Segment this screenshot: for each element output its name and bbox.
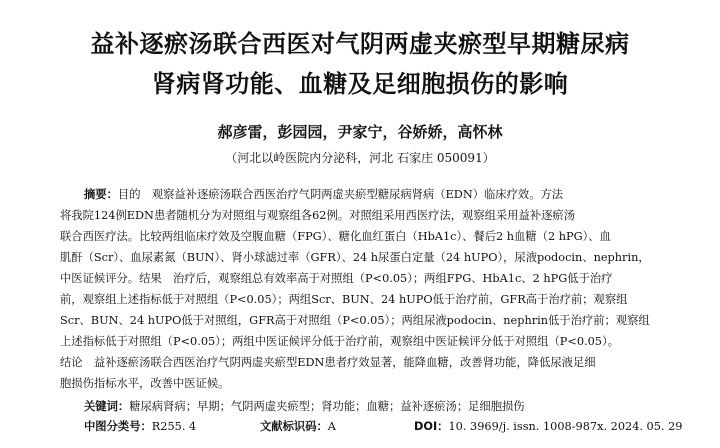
clc-value: R255. 4 xyxy=(151,420,197,433)
keywords-row xyxy=(84,398,525,414)
doccode-label: 文献标识码： xyxy=(260,420,328,433)
abstract-line: 上述指标低于对照组（P<0.05）；两组中医证候评分低于治疗前，观察组中医证候评分低于对照组（P<0.05）。 xyxy=(60,335,619,348)
keywords-label: 关键词： xyxy=(84,400,130,413)
paper-title-line-2: 肾病肾功能、血糖及足细胞损伤的影响 xyxy=(151,70,569,98)
doccode-value: A xyxy=(327,420,336,433)
abstract-line: 摘要：目的 观察益补逐瘀汤联合西医治疗气阴两虚夹瘀型糖尿病肾病（EDN）临床疗效。方法 xyxy=(84,188,564,201)
abstract-line: 肌酐（Scr）、血尿素氮（BUN）、肾小球滤过率（GFR）、24 h尿蛋白定量（24 hUPO），尿液podocin、nephrin， xyxy=(60,251,650,264)
abstract-line: 将我院124例EDN患者随机分为对照组与观察组各62例。对照组采用西医疗法，观察组采用益补逐瘀汤 xyxy=(60,209,576,222)
abstract-block xyxy=(60,184,670,394)
author-list: 郝彦雷，彭园园，尹家宁，谷娇娇，高怀林 xyxy=(217,123,503,141)
abstract-line: Scr、BUN、24 hUPO低于对照组，GFR高于对照组（P<0.05）；两组尿液podocin、nephrin低于治疗前；观察组 xyxy=(60,314,650,327)
keywords-text: 糖尿病肾病；早期；气阴两虚夹瘀型；肾功能；血糖；益补逐瘀汤；足细胞损伤 xyxy=(129,400,525,413)
abstract-line: 联合西医疗法。比较两组临床疗效及空腹血糖（FPG）、糖化血红蛋白（HbA1c）、餐后2 h血糖（2 hPG）、血 xyxy=(60,230,611,243)
clc-label: 中图分类号： xyxy=(84,420,152,433)
abstract-line: 中医证候评分。结果 治疗后，观察组总有效率高于对照组（P<0.05）；两组FPG、HbA1c、2 hPG低于治疗 xyxy=(60,272,613,285)
abstract-line: 结论 益补逐瘀汤联合西医治疗气阴两虚夹瘀型EDN患者疗效显著，能降血糖，改善肾功能，降低尿液足细 xyxy=(60,356,596,369)
paper-title-line-1: 益补逐瘀汤联合西医对气阴两虚夹瘀型早期糖尿病 xyxy=(90,30,630,58)
abstract-line: 前，观察组上述指标低于对照组（P<0.05）；两组Scr、BUN、24 hUPO低于治疗前，GFR高于治疗前；观察组 xyxy=(60,293,628,306)
doi-value: 10. 3969/j. issn. 1008-987x. 2024. 05. 29 xyxy=(448,420,683,433)
classification-row xyxy=(84,418,683,434)
affiliation: （河北以岭医院内分泌科，河北 石家庄 050091） xyxy=(225,151,495,165)
abstract-label: 摘要： xyxy=(84,188,118,201)
doi-label: DOI： xyxy=(414,420,449,433)
abstract-line: 胞损伤指标水平，改善中医证候。 xyxy=(60,377,230,390)
